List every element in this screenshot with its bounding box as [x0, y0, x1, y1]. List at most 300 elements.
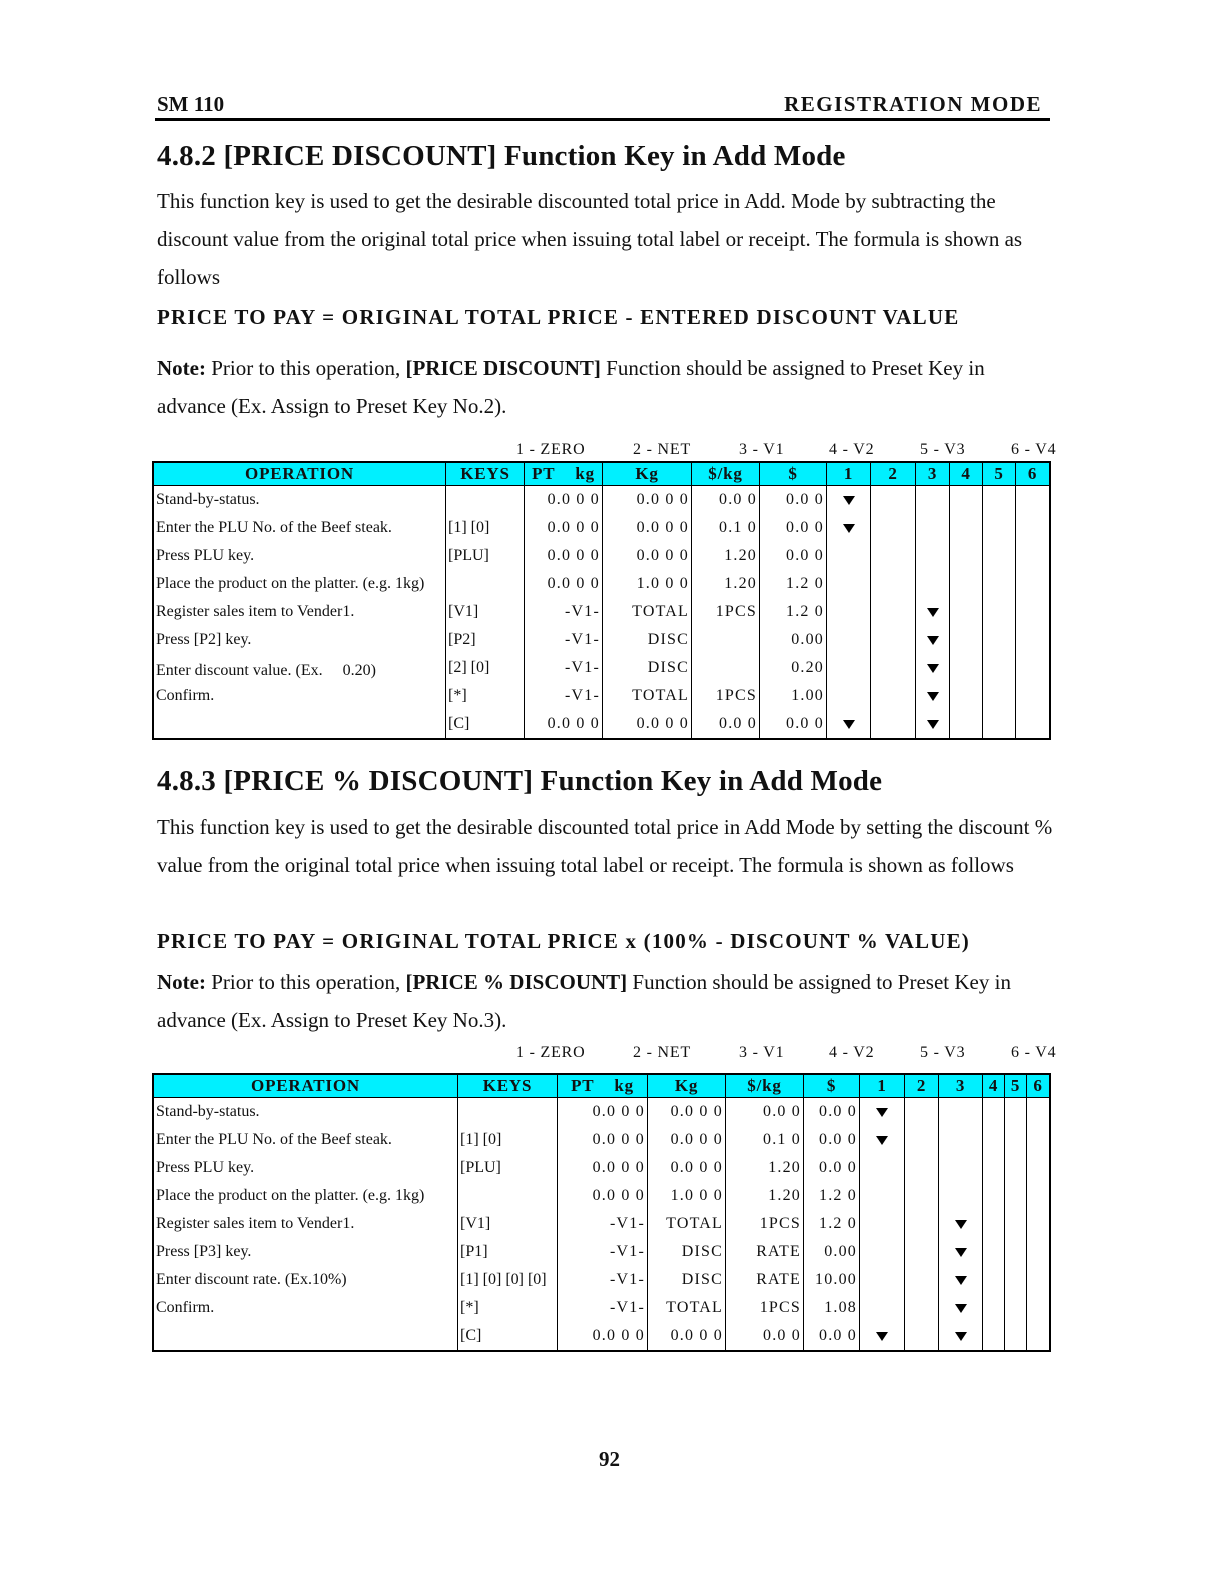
price-per-kg-cell: 0.0 0 [692, 486, 760, 515]
indicator-cell [827, 626, 871, 654]
indicator-cell [860, 1182, 905, 1210]
section-title-price-percent-discount: 4.8.3 [PRICE % DISCOUNT] Function Key in Add Mode [157, 765, 883, 797]
keys-cell: [1] [0] [446, 514, 525, 542]
price-per-kg-cell: 1PCS [692, 682, 760, 710]
pt-kg-cell: 0.0 0 0 [558, 1182, 648, 1210]
table-row [154, 1126, 1050, 1154]
indicator-cell [939, 1098, 983, 1127]
indicator-cell [983, 1238, 1005, 1266]
table-row [154, 486, 1050, 515]
price-cell: 0.0 0 [760, 710, 827, 739]
indicator-cell [983, 1126, 1005, 1154]
indicator-triangle-icon [955, 1304, 967, 1313]
indicator-cell [871, 598, 916, 626]
kg-cell: 0.0 0 0 [603, 486, 692, 515]
indicator-cell [950, 682, 983, 710]
operation-cell: Place the product on the platter. (e.g. 1kg) [154, 570, 446, 598]
price-cell: 0.0 0 [804, 1098, 860, 1127]
operation-cell: Stand-by-status. [154, 486, 446, 515]
indicator-cell [1016, 570, 1050, 598]
column-header: KEYS [446, 463, 525, 486]
operation-cell [154, 710, 446, 739]
indicator-cell [860, 1238, 905, 1266]
column-header: 6 [1016, 463, 1050, 486]
pt-kg-cell: -V1- [525, 626, 603, 654]
keys-cell: [P1] [458, 1238, 558, 1266]
kg-cell: 0.0 0 0 [648, 1322, 726, 1351]
table-row [154, 598, 1050, 626]
note-text-after: Function should be assigned to Preset Key in advance (Ex. Assign to Preset Key No.2). [157, 356, 985, 418]
kg-cell: 1.0 0 0 [603, 570, 692, 598]
note-function-name: [PRICE % DISCOUNT] [405, 970, 628, 994]
pt-kg-cell: -V1- [525, 598, 603, 626]
indicator-cell [983, 598, 1016, 626]
column-header: PT kg [558, 1075, 648, 1098]
price-cell: 1.2 0 [804, 1182, 860, 1210]
price-cell: 1.2 0 [760, 598, 827, 626]
indicator-cell [1005, 1126, 1027, 1154]
keys-cell: [V1] [446, 598, 525, 626]
table-row [154, 570, 1050, 598]
indicator-cell [950, 542, 983, 570]
indicator-cell [860, 1210, 905, 1238]
price-per-kg-cell [692, 654, 760, 682]
keys-cell: [2] [0] [446, 654, 525, 682]
kg-cell: DISC [603, 626, 692, 654]
pt-kg-cell: -V1- [525, 682, 603, 710]
indicator-cell [1016, 514, 1050, 542]
indicator-cell [1005, 1154, 1027, 1182]
keys-cell: [1] [0] [0] [0] [458, 1266, 558, 1294]
column-header: PT kg [525, 463, 603, 486]
chapter-name: REGISTRATION MODE [784, 92, 1042, 116]
indicator-triangle-icon [876, 1332, 888, 1341]
price-cell: 1.00 [760, 682, 827, 710]
indicator-cell [983, 514, 1016, 542]
indicator-cell [905, 1238, 939, 1266]
indicator-cell [905, 1126, 939, 1154]
indicator-cell [1027, 1126, 1050, 1154]
kg-cell: 0.0 0 0 [648, 1126, 726, 1154]
indicator-cell [1016, 486, 1050, 515]
indicator-cell [860, 1322, 905, 1351]
pt-kg-cell: -V1- [525, 654, 603, 682]
pt-kg-cell: -V1- [558, 1266, 648, 1294]
price-cell: 0.20 [760, 654, 827, 682]
indicator-cell [871, 542, 916, 570]
kg-cell: 0.0 0 0 [603, 514, 692, 542]
section2-formula: PRICE TO PAY = ORIGINAL TOTAL PRICE x (100% - DISCOUNT % VALUE) [157, 929, 970, 953]
indicator-cell [983, 654, 1016, 682]
note-label: Note: [157, 356, 206, 380]
indicator-cell [1016, 710, 1050, 739]
indicator-triangle-icon [927, 636, 939, 645]
operation-cell: Enter the PLU No. of the Beef steak. [154, 514, 446, 542]
note-label: Note: [157, 970, 206, 994]
indicator-cell [827, 710, 871, 739]
table-row [154, 1098, 1050, 1127]
kg-cell: DISC [648, 1238, 726, 1266]
indicator-triangle-icon [955, 1332, 967, 1341]
indicator-label: 4 - V2 [829, 1044, 875, 1061]
operation-cell: Confirm. [154, 1294, 458, 1322]
indicator-label: 6 - V4 [1011, 1044, 1057, 1061]
price-cell: 0.0 0 [760, 486, 827, 515]
section1-intro: This function key is used to get the desirable discounted total price in Add. Mode by subtracting the discount value from the original total price when issuing total label or receipt. The formula is shown as follows [157, 189, 1023, 289]
pt-kg-cell: 0.0 0 0 [558, 1126, 648, 1154]
indicator-cell [1027, 1210, 1050, 1238]
pt-kg-cell: 0.0 0 0 [525, 570, 603, 598]
indicator-label: 5 - V3 [920, 1044, 966, 1061]
table-row [154, 1322, 1050, 1351]
indicator-cell [905, 1154, 939, 1182]
indicator-cell [1005, 1266, 1027, 1294]
keys-cell [458, 1182, 558, 1210]
indicator-triangle-icon [927, 664, 939, 673]
indicator-cell [983, 1210, 1005, 1238]
kg-cell: 0.0 0 0 [603, 710, 692, 739]
indicator-cell [1005, 1322, 1027, 1351]
kg-cell: DISC [603, 654, 692, 682]
indicator-cell [939, 1126, 983, 1154]
indicator-cell [1016, 598, 1050, 626]
column-header: OPERATION [154, 463, 446, 486]
indicator-cell [905, 1322, 939, 1351]
indicator-cell [916, 710, 950, 739]
indicator-cell [939, 1294, 983, 1322]
indicator-label: 6 - V4 [1011, 441, 1057, 458]
indicator-cell [939, 1210, 983, 1238]
indicator-cell [916, 682, 950, 710]
price-per-kg-cell: 1PCS [692, 598, 760, 626]
indicator-cell [1005, 1098, 1027, 1127]
column-header: 2 [905, 1075, 939, 1098]
price-per-kg-cell: 1.20 [726, 1154, 804, 1182]
table-row [154, 1210, 1050, 1238]
note-function-name: [PRICE DISCOUNT] [405, 356, 601, 380]
column-header: $ [760, 463, 827, 486]
column-header: 4 [983, 1075, 1005, 1098]
table-row [154, 654, 1050, 682]
indicator-cell [905, 1182, 939, 1210]
indicator-cell [1027, 1322, 1050, 1351]
indicator-cell [1027, 1266, 1050, 1294]
price-cell: 0.0 0 [760, 514, 827, 542]
keys-cell: [*] [458, 1294, 558, 1322]
price-cell: 1.2 0 [804, 1210, 860, 1238]
indicator-cell [950, 710, 983, 739]
indicator-cell [983, 1266, 1005, 1294]
operation-cell: Press [P3] key. [154, 1238, 458, 1266]
price-cell: 1.2 0 [760, 570, 827, 598]
indicator-cell [916, 486, 950, 515]
kg-cell: 0.0 0 0 [648, 1154, 726, 1182]
kg-cell: TOTAL [648, 1294, 726, 1322]
indicator-cell [983, 1322, 1005, 1351]
indicator-cell [939, 1266, 983, 1294]
indicator-cell [983, 1182, 1005, 1210]
indicator-cell [1027, 1182, 1050, 1210]
indicator-cell [827, 682, 871, 710]
price-per-kg-cell: 0.1 0 [726, 1126, 804, 1154]
table-row [154, 1154, 1050, 1182]
kg-cell: 0.0 0 0 [603, 542, 692, 570]
indicator-cell [950, 626, 983, 654]
indicator-cell [983, 1294, 1005, 1322]
indicator-cell [939, 1238, 983, 1266]
indicator-cell [1016, 682, 1050, 710]
pt-kg-cell: 0.0 0 0 [525, 542, 603, 570]
indicator-triangle-icon [843, 720, 855, 729]
indicator-cell [983, 1098, 1005, 1127]
indicator-triangle-icon [955, 1248, 967, 1257]
price-cell: 0.00 [760, 626, 827, 654]
indicator-cell [983, 626, 1016, 654]
indicator-label: 3 - V1 [739, 441, 785, 458]
indicator-cell [871, 486, 916, 515]
column-header: $/kg [692, 463, 760, 486]
indicator-triangle-icon [927, 692, 939, 701]
kg-cell: TOTAL [603, 682, 692, 710]
operation-cell: Register sales item to Vender1. [154, 598, 446, 626]
indicator-cell [1027, 1294, 1050, 1322]
keys-cell [458, 1098, 558, 1127]
price-per-kg-cell: 1.20 [692, 570, 760, 598]
indicator-cell [916, 626, 950, 654]
pt-kg-cell: -V1- [558, 1238, 648, 1266]
keys-cell: [PLU] [458, 1154, 558, 1182]
keys-cell: [C] [446, 710, 525, 739]
indicator-triangle-icon [955, 1220, 967, 1229]
column-header: Kg [648, 1075, 726, 1098]
indicator-cell [905, 1266, 939, 1294]
note-text-before: Prior to this operation, [205, 356, 406, 380]
operation-cell: Place the product on the platter. (e.g. 1kg) [154, 1182, 458, 1210]
pt-kg-cell: 0.0 0 0 [558, 1098, 648, 1127]
column-header: 5 [1005, 1075, 1027, 1098]
indicator-cell [950, 486, 983, 515]
indicator-cell [1016, 654, 1050, 682]
indicator-triangle-icon [876, 1108, 888, 1117]
kg-cell: TOTAL [648, 1210, 726, 1238]
price-cell: 0.00 [804, 1238, 860, 1266]
indicator-cell [905, 1098, 939, 1127]
column-header: 3 [916, 463, 950, 486]
indicator-cell [905, 1294, 939, 1322]
price-cell: 0.0 0 [804, 1126, 860, 1154]
price-per-kg-cell: 1PCS [726, 1210, 804, 1238]
indicator-cell [1005, 1294, 1027, 1322]
pt-kg-cell: -V1- [558, 1210, 648, 1238]
indicator-cell [860, 1154, 905, 1182]
indicator-cell [939, 1322, 983, 1351]
column-header: 3 [939, 1075, 983, 1098]
price-per-kg-cell: 1PCS [726, 1294, 804, 1322]
page-number: 92 [599, 1447, 620, 1471]
indicator-label: 5 - V3 [920, 441, 966, 458]
indicator-cell [1027, 1238, 1050, 1266]
indicator-cell [983, 710, 1016, 739]
indicator-cell [827, 486, 871, 515]
keys-cell: [C] [458, 1322, 558, 1351]
column-header: $/kg [726, 1075, 804, 1098]
indicator-cell [905, 1210, 939, 1238]
indicator-label: 3 - V1 [739, 1044, 785, 1061]
indicator-cell [916, 654, 950, 682]
column-header: 1 [827, 463, 871, 486]
keys-cell: [PLU] [446, 542, 525, 570]
pt-kg-cell: 0.0 0 0 [525, 486, 603, 515]
indicator-cell [860, 1294, 905, 1322]
indicator-cell [827, 598, 871, 626]
pt-kg-cell: 0.0 0 0 [558, 1154, 648, 1182]
kg-cell: TOTAL [603, 598, 692, 626]
operation-cell: Press PLU key. [154, 1154, 458, 1182]
keys-cell: [1] [0] [458, 1126, 558, 1154]
note-text-before: Prior to this operation, [205, 970, 406, 994]
section1-note [157, 349, 1057, 425]
indicator-cell [983, 542, 1016, 570]
operation-cell: Stand-by-status. [154, 1098, 458, 1127]
indicator-cell [1005, 1182, 1027, 1210]
table-row [154, 1266, 1050, 1294]
table-row [154, 1238, 1050, 1266]
indicator-cell [1027, 1154, 1050, 1182]
keys-cell: [P2] [446, 626, 525, 654]
indicator-cell [827, 570, 871, 598]
indicator-cell [827, 542, 871, 570]
indicator-label: 2 - NET [633, 441, 692, 458]
indicator-label: 2 - NET [633, 1044, 692, 1061]
indicator-label: 1 - ZERO [516, 1044, 586, 1061]
indicator-cell [916, 542, 950, 570]
price-cell: 0.0 0 [804, 1322, 860, 1351]
price-per-kg-cell: 0.1 0 [692, 514, 760, 542]
indicator-cell [1016, 542, 1050, 570]
price-per-kg-cell: 0.0 0 [692, 710, 760, 739]
operation-table-price-percent-discount [153, 1074, 1050, 1351]
indicator-cell [860, 1098, 905, 1127]
indicator-cell [871, 710, 916, 739]
indicator-cell [950, 654, 983, 682]
operation-cell: Register sales item to Vender1. [154, 1210, 458, 1238]
indicator-cell [916, 570, 950, 598]
indicator-cell [827, 654, 871, 682]
indicator-cell [950, 598, 983, 626]
keys-cell: [*] [446, 682, 525, 710]
table-row [154, 542, 1050, 570]
indicator-cell [939, 1154, 983, 1182]
indicator-cell [916, 598, 950, 626]
indicator-cell [827, 514, 871, 542]
indicator-cell [871, 514, 916, 542]
table-row [154, 1294, 1050, 1322]
column-header: OPERATION [154, 1075, 458, 1098]
indicator-cell [950, 570, 983, 598]
column-header: 6 [1027, 1075, 1050, 1098]
price-cell: 0.0 0 [804, 1154, 860, 1182]
indicator-cell [871, 654, 916, 682]
indicator-cell [1005, 1210, 1027, 1238]
column-header: 1 [860, 1075, 905, 1098]
operation-cell: Enter discount value. (Ex. 0.20) [154, 654, 446, 682]
table-row [154, 514, 1050, 542]
column-header: 5 [983, 463, 1016, 486]
operation-cell: Enter discount rate. (Ex.10%) [154, 1266, 458, 1294]
indicator-triangle-icon [843, 496, 855, 505]
indicator-cell [983, 570, 1016, 598]
indicator-triangle-icon [955, 1276, 967, 1285]
column-header: 4 [950, 463, 983, 486]
kg-cell: 0.0 0 0 [648, 1098, 726, 1127]
indicator-cell [983, 682, 1016, 710]
operation-table-price-discount [153, 462, 1050, 739]
indicator-cell [871, 626, 916, 654]
pt-kg-cell: 0.0 0 0 [525, 514, 603, 542]
section2-intro: This function key is used to get the desirable discounted total price in Add Mode by setting the discount % value from the original total price when issuing total label or receipt. The formula is shown as follows [157, 815, 1053, 877]
indicator-cell [950, 514, 983, 542]
indicator-cell [1005, 1238, 1027, 1266]
section2-note [157, 963, 1057, 1039]
note-text-after: Function should be assigned to Preset Key in advance (Ex. Assign to Preset Key No.3). [157, 970, 1011, 1032]
keys-cell: [V1] [458, 1210, 558, 1238]
price-per-kg-cell [692, 626, 760, 654]
price-per-kg-cell: RATE [726, 1266, 804, 1294]
model-name: SM 110 [157, 92, 225, 116]
pt-kg-cell: -V1- [558, 1294, 648, 1322]
running-header [155, 90, 1050, 121]
indicator-cell [916, 514, 950, 542]
table-row [154, 682, 1050, 710]
price-per-kg-cell: 0.0 0 [726, 1322, 804, 1351]
operation-cell: Press PLU key. [154, 542, 446, 570]
indicator-cell [871, 570, 916, 598]
price-cell: 0.0 0 [760, 542, 827, 570]
indicator-cell [1027, 1098, 1050, 1127]
price-cell: 1.08 [804, 1294, 860, 1322]
operation-cell: Confirm. [154, 682, 446, 710]
price-cell: 10.00 [804, 1266, 860, 1294]
pt-kg-cell: 0.0 0 0 [525, 710, 603, 739]
column-header: 2 [871, 463, 916, 486]
price-per-kg-cell: RATE [726, 1238, 804, 1266]
price-per-kg-cell: 1.20 [692, 542, 760, 570]
operation-cell: Press [P2] key. [154, 626, 446, 654]
section1-formula: PRICE TO PAY = ORIGINAL TOTAL PRICE - ENTERED DISCOUNT VALUE [157, 305, 960, 329]
column-header: KEYS [458, 1075, 558, 1098]
indicator-cell [860, 1266, 905, 1294]
indicator-cell [871, 682, 916, 710]
keys-cell [446, 486, 525, 515]
indicator-cell [860, 1126, 905, 1154]
table-row [154, 710, 1050, 739]
indicator-label: 4 - V2 [829, 441, 875, 458]
indicator-triangle-icon [927, 720, 939, 729]
indicator-label: 1 - ZERO [516, 441, 586, 458]
indicator-triangle-icon [876, 1136, 888, 1145]
indicator-cell [983, 1154, 1005, 1182]
kg-cell: 1.0 0 0 [648, 1182, 726, 1210]
table-row [154, 1182, 1050, 1210]
indicator-triangle-icon [927, 608, 939, 617]
table-row [154, 626, 1050, 654]
operation-cell: Enter the PLU No. of the Beef steak. [154, 1126, 458, 1154]
column-header: Kg [603, 463, 692, 486]
kg-cell: DISC [648, 1266, 726, 1294]
pt-kg-cell: 0.0 0 0 [558, 1322, 648, 1351]
indicator-cell [1016, 626, 1050, 654]
keys-cell [446, 570, 525, 598]
